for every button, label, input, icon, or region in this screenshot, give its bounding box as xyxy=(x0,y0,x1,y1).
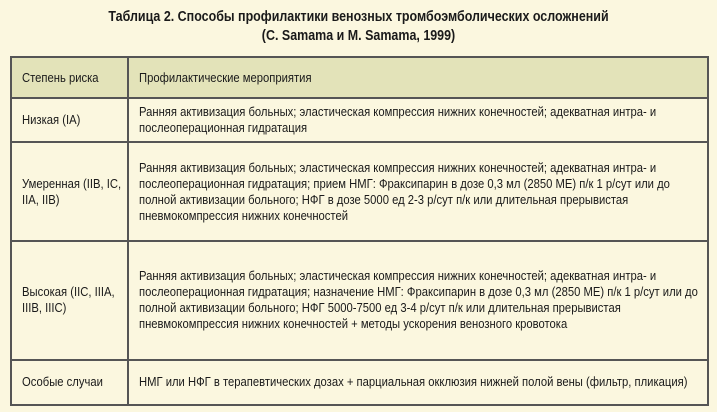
measures-cell: НМГ или НФГ в терапевтических дозах + парциальная окклюзия нижней полой вены (фильтр, пликация) xyxy=(128,360,708,405)
table-title-line2: (C. Samama и M. Samama, 1999) xyxy=(261,28,456,44)
table-row xyxy=(11,360,708,405)
risk-cell: Высокая (IIC, IIIA, IIIB, IIIC) xyxy=(11,241,128,359)
risk-cell: Низкая (IA) xyxy=(11,98,128,142)
prophylaxis-table xyxy=(10,56,709,406)
risk-cell: Особые случаи xyxy=(11,360,128,405)
risk-cell: Умеренная (IIB, IC, IIA, IIB) xyxy=(11,142,128,241)
header-row xyxy=(11,57,708,98)
table-row xyxy=(11,241,708,359)
measures-cell: Ранняя активизация больных; эластическая компрессия нижних конечностей; адекватная интра- и послеоперационная гидратация; назначение НМГ: Фраксипарин в дозе 0,3 мл (2850 МЕ) п/к 1 р/сут или до полной активизации больного; НФГ 5000-7500 ед 3-4 р/сут п/к или длительная прерывистая пневмокомпрессия нижних конечностей + методы ускорения венозного кровотока xyxy=(128,241,708,359)
measures-cell: Ранняя активизация больных; эластическая компрессия нижних конечностей; адекватная интра- и послеоперационная гидратация; прием НМГ: Фраксипарин в дозе 0,3 мл (2850 МЕ) п/к 1 р/сут или до полной активизации больного; НФГ в дозе 5000 ед 2-3 р/сут п/к или длительная прерывистая пневмокомпрессия нижних конечностей xyxy=(128,142,708,241)
header-risk-level: Степень риска xyxy=(11,57,128,98)
measures-cell: Ранняя активизация больных; эластическая компрессия нижних конечностей; адекватная интра- и послеоперационная гидратация xyxy=(128,98,708,142)
header-measures: Профилактические мероприятия xyxy=(128,57,708,98)
table-row xyxy=(11,98,708,142)
table-title xyxy=(50,8,667,46)
table-title-line1: Таблица 2. Способы профилактики венозных тромбоэмболических осложнений xyxy=(108,9,609,25)
table-row xyxy=(11,142,708,241)
